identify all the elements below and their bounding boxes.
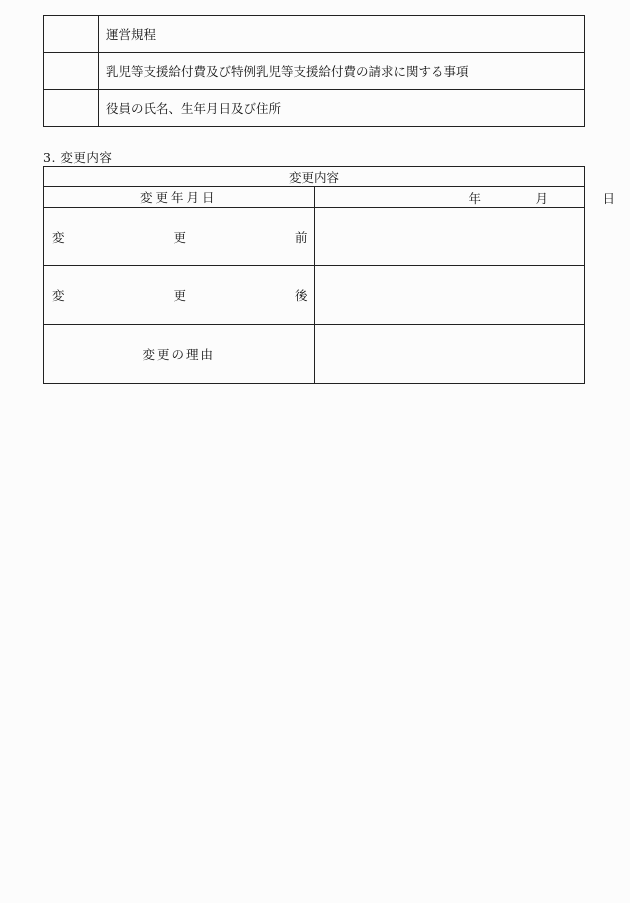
reason-label bbox=[44, 325, 315, 384]
before-label bbox=[44, 208, 315, 266]
date-label bbox=[44, 187, 315, 208]
change-details-table bbox=[43, 166, 616, 384]
table-row bbox=[44, 266, 585, 325]
item-label: 乳児等支援給付費及び特例乳児等支援給付費の請求に関する事項 bbox=[99, 53, 585, 90]
month-unit: 月 bbox=[535, 191, 549, 206]
date-units bbox=[315, 187, 616, 207]
table-row bbox=[44, 187, 585, 208]
label-char: 更 bbox=[173, 288, 186, 303]
date-label-text: 変更年月日 bbox=[139, 190, 218, 205]
year-unit: 年 bbox=[468, 191, 482, 206]
before-field[interactable] bbox=[314, 208, 585, 266]
notification-items-table bbox=[43, 15, 585, 127]
table-row bbox=[44, 16, 585, 53]
label-char: 更 bbox=[173, 229, 186, 245]
day-unit: 日 bbox=[602, 191, 616, 206]
checkbox-cell[interactable] bbox=[44, 90, 99, 127]
before-label-text bbox=[44, 228, 314, 246]
label-char: 前 bbox=[294, 229, 308, 245]
table-row bbox=[44, 53, 585, 90]
after-field[interactable] bbox=[314, 266, 585, 325]
label-char: 後 bbox=[294, 288, 308, 303]
label-char: 変 bbox=[52, 229, 65, 245]
after-label-text bbox=[44, 286, 314, 304]
item-label: 役員の氏名、生年月日及び住所 bbox=[99, 90, 585, 127]
reason-label-text: 変更の理由 bbox=[142, 347, 215, 362]
checkbox-cell[interactable] bbox=[44, 53, 99, 90]
checkbox-cell[interactable] bbox=[44, 16, 99, 53]
after-label bbox=[44, 266, 315, 325]
table-row bbox=[44, 208, 585, 266]
table-row bbox=[44, 325, 585, 384]
table-row bbox=[44, 90, 585, 127]
table-header: 変更内容 bbox=[44, 167, 585, 187]
date-field[interactable] bbox=[314, 187, 616, 208]
label-char: 変 bbox=[52, 288, 65, 303]
table-header-row bbox=[44, 167, 585, 187]
reason-field[interactable] bbox=[314, 325, 585, 384]
section-heading: 3. 変更内容 bbox=[43, 150, 113, 165]
item-label: 運営規程 bbox=[99, 16, 585, 53]
